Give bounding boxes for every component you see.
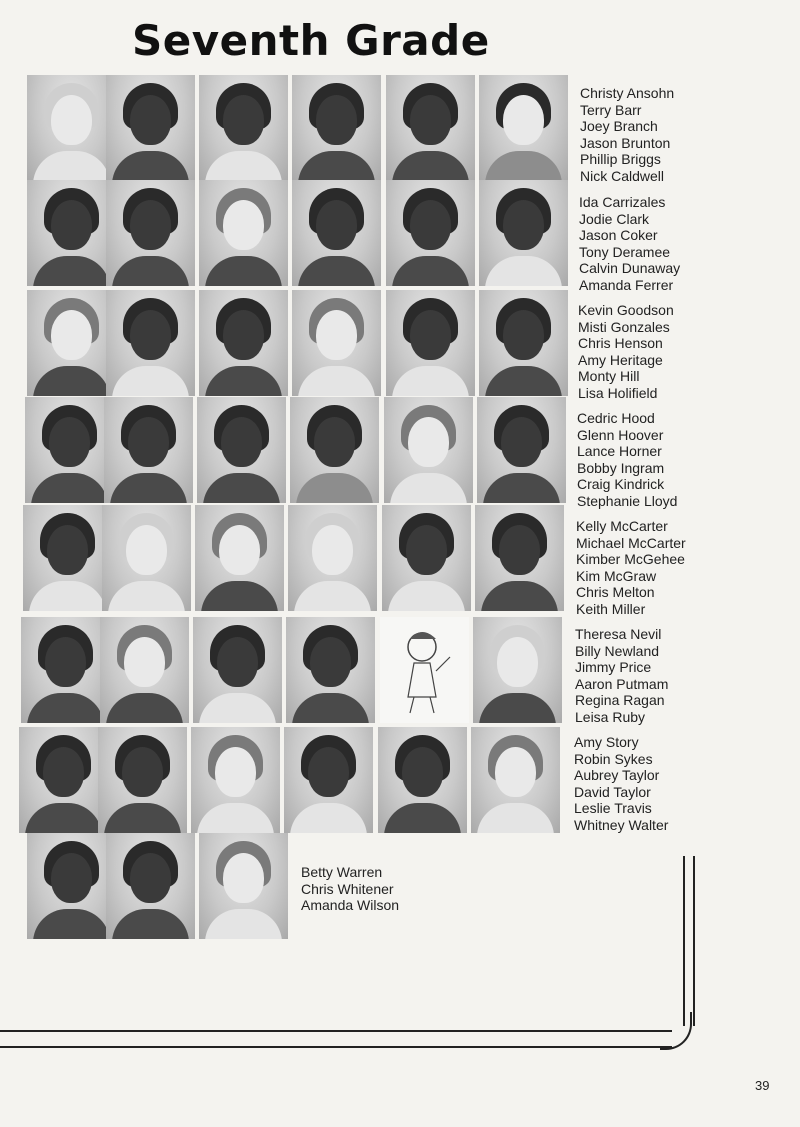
student-name: Stephanie Lloyd <box>577 492 678 509</box>
name-list <box>579 194 680 293</box>
student-portrait <box>292 75 381 181</box>
student-name: Robin Sykes <box>574 750 653 767</box>
student-portrait <box>191 727 280 833</box>
student-portrait <box>27 290 116 396</box>
student-portrait <box>382 505 471 611</box>
student-portrait <box>98 727 187 833</box>
student-name: Leisa Ruby <box>575 708 646 725</box>
student-portrait <box>292 180 381 286</box>
student-name: Chris Henson <box>578 335 663 351</box>
student-portrait <box>199 290 288 396</box>
student-name: Lance Horner <box>577 443 662 459</box>
student-portrait <box>193 617 282 723</box>
student-name: Kim McGraw <box>576 567 657 584</box>
student-portrait <box>288 505 377 611</box>
student-name: Amanda Ferrer <box>579 276 674 293</box>
student-portrait <box>27 180 116 286</box>
decorative-frame-vertical <box>683 856 695 1026</box>
student-portrait <box>479 290 568 396</box>
student-portrait <box>197 397 286 503</box>
student-name: Christy Ansohn <box>580 85 675 101</box>
student-portrait <box>479 180 568 286</box>
student-portrait <box>27 833 116 939</box>
student-name: Phillip Briggs <box>580 151 661 167</box>
student-portrait <box>378 727 467 833</box>
student-portrait <box>106 180 195 286</box>
student-name: Cedric Hood <box>577 410 655 426</box>
student-portrait <box>199 180 288 286</box>
student-portrait <box>292 290 381 396</box>
student-portrait <box>199 75 288 181</box>
student-name: Lisa Holifield <box>578 384 658 401</box>
student-name: Amy Story <box>574 734 639 750</box>
student-portrait <box>386 75 475 181</box>
student-portrait <box>290 397 379 503</box>
student-portrait <box>475 505 564 611</box>
student-name: Keith Miller <box>576 600 646 617</box>
student-name: Kevin Goodson <box>578 302 674 318</box>
student-name: Tony Deramee <box>579 243 671 260</box>
student-name: Amy Heritage <box>578 351 663 368</box>
student-portrait <box>23 505 112 611</box>
student-portrait <box>19 727 108 833</box>
name-list <box>301 864 399 914</box>
student-name: Bobby Ingram <box>577 459 665 476</box>
student-name: Jason Coker <box>579 227 658 243</box>
student-name: Kelly McCarter <box>576 518 668 534</box>
student-portrait <box>27 75 116 181</box>
student-portrait <box>106 75 195 181</box>
student-portrait <box>386 180 475 286</box>
student-portrait <box>25 397 114 503</box>
student-name: Regina Ragan <box>575 692 665 708</box>
student-portrait <box>106 290 195 396</box>
student-portrait <box>473 617 562 723</box>
student-name: Craig Kindrick <box>577 476 665 492</box>
name-list <box>580 85 674 184</box>
name-list <box>577 410 677 509</box>
student-portrait <box>386 290 475 396</box>
student-name: Theresa Nevil <box>575 626 662 642</box>
student-name: Monty Hill <box>578 368 640 384</box>
name-list <box>575 626 668 725</box>
student-name: Michael McCarter <box>576 534 686 551</box>
student-name: Jodie Clark <box>579 210 650 227</box>
student-name: Betty Warren <box>301 864 383 880</box>
student-name: Nick Caldwell <box>580 167 665 184</box>
student-portrait <box>284 727 373 833</box>
student-portrait <box>106 833 195 939</box>
student-name: Chris Whitener <box>301 880 394 897</box>
student-portrait <box>286 617 375 723</box>
name-list <box>574 734 668 833</box>
student-name: Aaron Putmam <box>575 675 669 692</box>
student-portrait <box>100 617 189 723</box>
student-name: David Taylor <box>574 783 651 800</box>
student-portrait <box>479 75 568 181</box>
student-name: Ida Carrizales <box>579 194 666 210</box>
page-number: 39 <box>755 1078 770 1093</box>
student-name: Terry Barr <box>580 101 642 118</box>
student-portrait <box>477 397 566 503</box>
student-portrait <box>195 505 284 611</box>
student-portrait <box>21 617 110 723</box>
student-portrait <box>104 397 193 503</box>
name-list <box>578 302 674 401</box>
student-portrait <box>384 397 473 503</box>
student-name: Aubrey Taylor <box>574 767 660 783</box>
cartoon-drawing <box>380 617 469 723</box>
student-name: Kimber McGehee <box>576 551 685 567</box>
student-portrait <box>199 833 288 939</box>
page-title: Seventh Grade <box>132 16 490 65</box>
student-portrait <box>471 727 560 833</box>
student-name: Jason Brunton <box>580 134 671 151</box>
student-name: Jimmy Price <box>575 659 652 675</box>
student-name: Joey Branch <box>580 118 658 134</box>
student-name: Whitney Walter <box>574 816 669 833</box>
student-name: Glenn Hoover <box>577 426 664 443</box>
student-name: Billy Newland <box>575 642 660 659</box>
decorative-frame-line <box>0 1030 672 1032</box>
student-name: Misti Gonzales <box>578 318 670 335</box>
student-name: Leslie Travis <box>574 800 652 816</box>
student-name: Calvin Dunaway <box>579 260 681 276</box>
name-list <box>576 518 686 617</box>
student-name: Chris Melton <box>576 584 655 600</box>
student-portrait <box>102 505 191 611</box>
decorative-frame-line <box>0 1046 672 1048</box>
student-name: Amanda Wilson <box>301 897 400 913</box>
